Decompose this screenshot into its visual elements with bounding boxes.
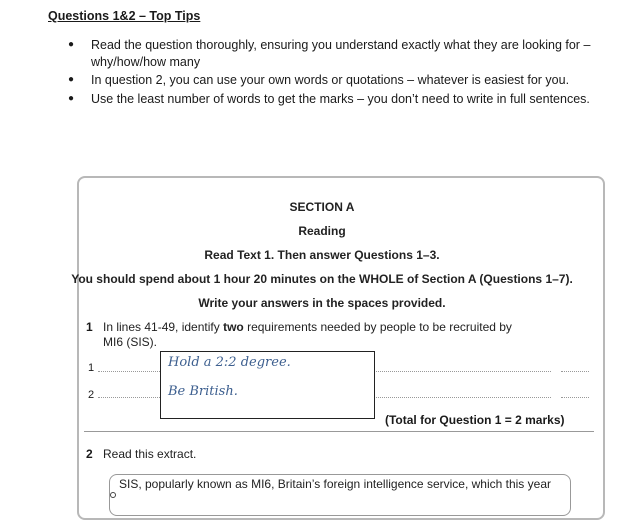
question-text-bold: two — [223, 320, 244, 334]
answer-dotted-line — [98, 371, 160, 372]
resize-handle-icon[interactable] — [110, 492, 116, 498]
question-number: 2 — [86, 447, 93, 461]
answer-1-text[interactable]: Hold a 2:2 degree. — [168, 355, 291, 370]
tip-text: Use the least number of words to get the marks – you don’t need to write in full sentences. — [91, 91, 590, 106]
instruction-line: Read Text 1. Then answer Questions 1–3. — [204, 248, 440, 262]
answer-2-text[interactable]: Be British. — [168, 384, 238, 399]
question-marks: (Total for Question 1 = 2 marks) — [385, 413, 565, 427]
tips-list — [66, 37, 596, 109]
section-title: SECTION A — [289, 200, 355, 214]
bullet-icon: ● — [68, 39, 75, 50]
bullet-icon: ● — [68, 74, 75, 85]
extract-text: SIS, popularly known as MI6, Britain’s foreign intelligence service, which this year — [119, 477, 551, 491]
tip-text: In question 2, you can use your own words or quotations – whatever is easiest for you. — [91, 73, 570, 87]
answer-dotted-line — [373, 397, 551, 398]
question-text-part: requirements needed by people to be recruited by MI6 (SIS). — [103, 320, 512, 349]
answer-dotted-line — [561, 371, 589, 372]
tip-item — [66, 37, 596, 70]
tip-item — [66, 91, 596, 108]
answer-dotted-line — [373, 371, 551, 372]
question-number: 1 — [86, 320, 93, 334]
tip-text: Read the question thoroughly, ensuring you understand exactly what they are looking for – why/how/how many — [91, 38, 591, 69]
tips-heading: Questions 1&2 – Top Tips — [48, 9, 201, 23]
divider — [84, 431, 594, 432]
instruction-line: You should spend about 1 hour 20 minutes on the WHOLE of Section A (Questions 1–7). — [71, 272, 573, 286]
tip-item — [66, 72, 596, 89]
subject-title: Reading — [298, 224, 346, 238]
answer-line-number: 1 — [88, 362, 95, 374]
answer-dotted-line — [98, 397, 160, 398]
question-text: Read this extract. — [103, 447, 197, 461]
instruction-line: Write your answers in the spaces provided. — [198, 296, 446, 310]
question-text-part: In lines 41-49, identify — [103, 320, 224, 334]
question-text — [103, 320, 523, 350]
answer-dotted-line — [561, 397, 589, 398]
answer-line-number: 2 — [88, 389, 95, 401]
bullet-icon: ● — [68, 92, 75, 104]
